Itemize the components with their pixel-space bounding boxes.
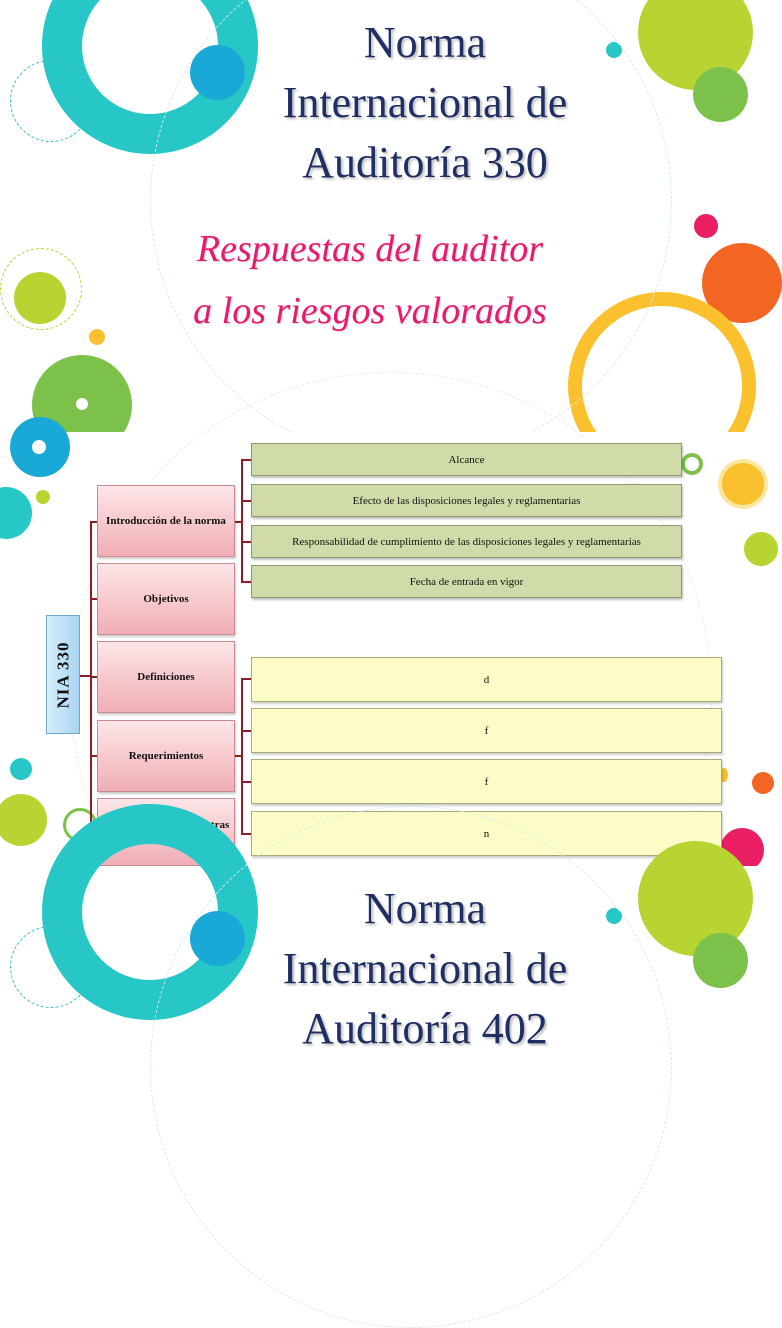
root-node-nia-330	[46, 615, 80, 734]
lime-dot-decoration	[36, 490, 50, 504]
slide-2-diagram	[0, 432, 768, 866]
lime-circle-decoration	[0, 794, 47, 846]
root-node-label: NIA 330	[53, 641, 73, 708]
section-guias: Guías de aplicación y otras anotaciones explicativas	[97, 798, 235, 866]
orange-dot-decoration	[752, 772, 774, 794]
next-title-line-2: Internacional de	[282, 944, 568, 993]
white-dot-decoration	[76, 398, 88, 410]
section-introduccion: Introducción de la norma	[97, 485, 235, 557]
green-circle-decoration	[693, 67, 748, 122]
subtitle-line-2: a los riesgos valorados	[193, 290, 547, 332]
intro-item-alcance: Alcance	[251, 443, 682, 476]
right-item-2: f	[251, 708, 722, 753]
slide-3	[0, 866, 768, 1053]
intro-item-responsabilidad: Responsabilidad de cumplimiento de las disposiciones legales y reglamentarias	[251, 525, 682, 558]
intro-item-fecha: Fecha de entrada en vigor	[251, 565, 682, 598]
section-requerimientos: Requerimientos	[97, 720, 235, 792]
next-title-line-1: Norma	[363, 884, 487, 933]
right-item-3: f	[251, 759, 722, 804]
lime-circle-right-decoration	[744, 532, 778, 566]
green-ring-small-decoration	[681, 453, 703, 475]
intro-item-efecto: Efecto de las disposiciones legales y reglamentarias	[251, 484, 682, 517]
next-title-line-3: Auditoría 402	[302, 1004, 548, 1053]
page-title	[200, 13, 650, 193]
green-circle-decoration	[693, 933, 748, 988]
dashed-ring-decoration	[10, 926, 92, 1008]
right-item-1: d	[251, 657, 722, 702]
lime-dot-decoration	[14, 272, 66, 324]
yellow-dot-decoration	[89, 329, 105, 345]
subtitle-line-1: Respuestas del auditor	[196, 228, 544, 270]
title-line-3: Auditoría 330	[302, 138, 548, 187]
title-line-1: Norma	[363, 18, 487, 67]
next-page-title	[200, 879, 650, 1059]
title-line-2: Internacional de	[282, 78, 568, 127]
right-item-4: n	[251, 811, 722, 856]
dashed-ring-decoration	[10, 60, 92, 142]
pink-dot-decoration	[694, 214, 718, 238]
teal-circle-decoration	[0, 487, 32, 539]
section-definiciones: Definiciones	[97, 641, 235, 713]
slide-1	[0, 0, 768, 432]
connector-intro-vertical	[241, 460, 243, 582]
connector-req-vertical	[241, 679, 243, 835]
white-dot-decoration	[32, 440, 46, 454]
connector-main-vertical	[90, 522, 92, 862]
teal-dot-decoration	[10, 758, 32, 780]
page-subtitle	[140, 218, 600, 342]
yellow-circle-decoration	[718, 459, 768, 509]
section-objetivos: Objetivos	[97, 563, 235, 635]
